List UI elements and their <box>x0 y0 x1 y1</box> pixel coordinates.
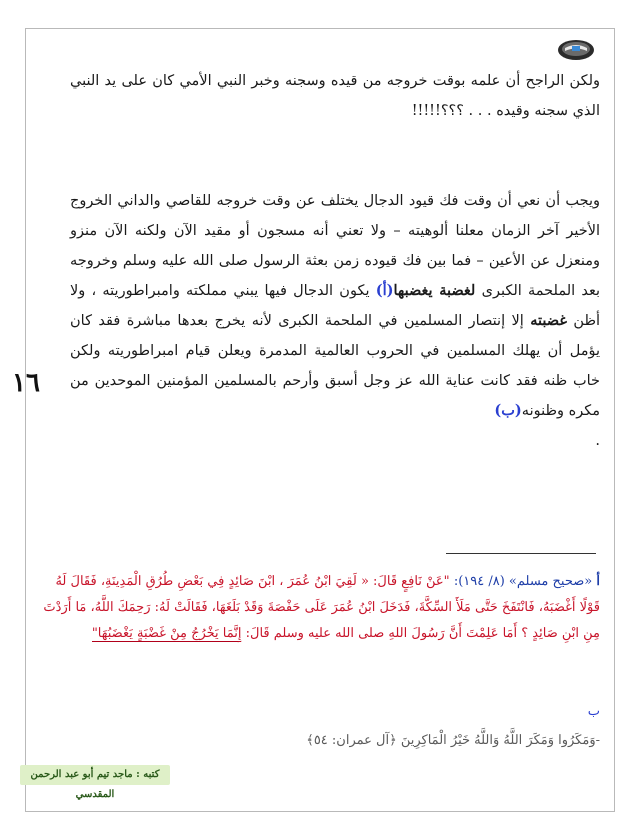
page-number: ١٦ <box>12 368 40 398</box>
footnote-ref-a[interactable]: (أ) <box>375 282 394 299</box>
footnote-a-source: «صحيح مسلم» (٨/ ١٩٤): <box>453 574 593 589</box>
footnote-a <box>40 569 600 647</box>
paragraph-1-text: ولكن الراجح أن علمه بوقت خروجه من قيده وسجنه وخبر النبي الأمي كان على يد النبي الذي سجنه وقيده . . . ؟؟؟!!!!! <box>70 73 600 119</box>
footnote-separator <box>446 553 596 554</box>
author-signature: كتبه : ماجد تيم أبو عبد الرحمن المقدسي <box>20 765 170 785</box>
footnote-b-mark: ب <box>587 704 600 719</box>
highlight-ghadbatuh: غضبته <box>530 312 567 329</box>
paragraph-2-text-c: إلا إنتصار المسلمين في الملحمة الكبرى لأنه يخرج بعدها مباشرة فقد كان يؤمل أن يهلك المسلمين في الحروب العالمية المدمرة ويعلن قيام امبراطوريته ولكن خاب ظنه فقد كانت عناية الله عز وجل أسبق وأرحم بالمسلمين المؤمنين الموحدين من مكره وظنونه <box>70 313 600 419</box>
paragraph-2-text-a: ويجب أن نعي أن وقت فك قيود الدجال يختلف عن وقت خروجه للقاصي والداني الخروج الأخير آخر الزمان معلنا ألوهيته – ولا تعني أنه مسجون أو مقيد الآن ولكنه الآن منزو ومنعزل عن الأعين – فما بين فك قيوده زمن بعثة الرسول صلى الله عليه وسلم وخروجه بعد الملحمة الكبرى <box>70 193 601 299</box>
footnote-b <box>40 730 600 752</box>
footnote-b-text: -وَمَكَرُوا وَمَكَرَ اللَّهُ وَاللَّهُ خَيْرُ الْمَاكِرِينَ ﴿آل عمران: ٥٤﴾ <box>306 733 600 748</box>
book-emblem-icon <box>556 36 596 62</box>
footnote-a-mark: أ <box>596 574 600 589</box>
footnote-a-text: "عَنْ نَافِعٍ قَالَ: « لَقِيَ ابْنُ عُمَرَ ، ابْنَ صَائِدٍ فِي بَعْضِ طُرُقِ الْمَدِينَةِ، فَقَالَ لَهُ قَوْلًا أَغْضَبَهُ، فَانْتَفَخَ حَتَّى مَلَأَ السِّكَّةَ، فَدَخَلَ ابْنُ عُمَرَ عَلَى حَفْصَةَ وَقَدْ بَلَغَهَا، فَقَالَتْ لَهُ: رَحِمَكَ اللَّهُ، مَا أَرَدْتَ مِنِ ابْنِ صَائِدٍ ؟ أَمَا عَلِمْتَ أَنَّ رَسُولَ اللهِ صلى الله عليه وسلم قَالَ: <box>43 574 600 641</box>
paragraph-2-text-b: يكون الدجال فيها يبني مملكته وامبراطوريته ، ولا أظن <box>70 283 601 329</box>
highlight-ghadba: لغضبة يغضبها <box>393 282 476 299</box>
paragraph-2 <box>70 186 600 456</box>
paragraph-2-end: . <box>595 433 600 449</box>
footnote-a-underlined: إِنَّمَا يَخْرُجُ مِنْ غَضْبَةٍ يَغْضَبُهَا" <box>91 626 242 641</box>
footnote-ref-b[interactable]: (ب) <box>494 402 522 419</box>
paragraph-1 <box>70 66 600 126</box>
